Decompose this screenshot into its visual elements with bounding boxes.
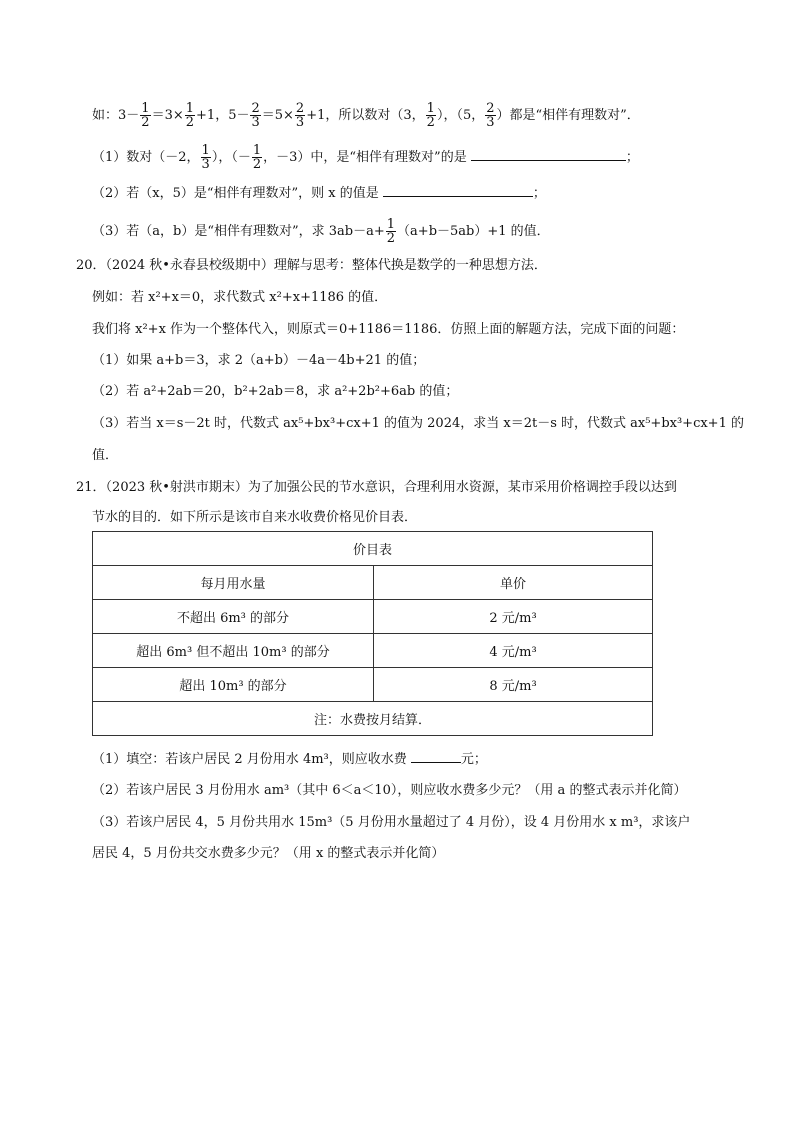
- price-cell: 8 元/m³: [374, 668, 653, 702]
- fraction-1-2: $\frac{1}{2}$: [185, 101, 195, 130]
- fraction-1-2: $\frac{1}{2}$: [386, 217, 396, 246]
- q19-part3: [92, 218, 550, 245]
- fraction-1-2: $\frac{1}{2}$: [426, 101, 435, 130]
- price-table-title: 价目表: [93, 532, 653, 566]
- q19-part3-text-a: （3）若（a，b）是“相伴有理数对”，求 3ab－a+: [92, 224, 385, 239]
- fraction-2-3: $\frac{2}{3}$: [295, 101, 305, 130]
- q21-part1-text: （1）填空：若该户居民 2 月份用水 4m³，则应收水费: [92, 752, 407, 767]
- fraction-1-2: $\frac{1}{2}$: [141, 101, 150, 130]
- fraction-2-3: $\frac{2}{3}$: [486, 101, 495, 130]
- q20-part2: （2）若 a²+2ab＝20，b²+2ab＝8，求 a²+2b²+6ab 的值；: [92, 384, 459, 399]
- q19-part1: [92, 144, 639, 171]
- table-row: [93, 634, 653, 668]
- usage-cell: 超出 10m³ 的部分: [93, 668, 374, 702]
- price-table-title-row: [93, 532, 653, 566]
- usage-cell: 超出 6m³ 但不超出 10m³ 的部分: [93, 634, 374, 668]
- fraction-1-2: $\frac{1}{2}$: [252, 143, 262, 172]
- price-table-note: 注：水费按月结算．: [93, 702, 653, 736]
- q20-header: 20．（2024 秋•永春县校级期中）理解与思考：整体代换是数学的一种思想方法．: [76, 258, 547, 273]
- q19-example-mid1: ，所以数对（3，: [325, 108, 425, 123]
- q19-part2-end: ；: [532, 186, 546, 201]
- table-row: [93, 600, 653, 634]
- q21-part3-line1: （3）若该户居民 4，5 月份共用水 15m³（5 月份用水量超过了 4 月份），设 4 月份用水 x m³，求该户: [92, 815, 691, 830]
- q19-part3-text-b: （a+b－5ab）+1 的值．: [397, 224, 550, 239]
- q20-part1: （1）如果 a+b＝3，求 2（a+b）－4a－4b+21 的值；: [92, 353, 426, 368]
- price-cell: 4 元/m³: [374, 634, 653, 668]
- table-row: [93, 668, 653, 702]
- fraction-2-3: $\frac{2}{3}$: [251, 101, 260, 130]
- q19-part2-label: （2）若（x，5）是“相伴有理数对”，则 x 的值是: [92, 186, 379, 201]
- usage-cell: 不超出 6m³ 的部分: [93, 600, 374, 634]
- q19-part1-mid2: ，－3）中，是“相伴有理数对”的是: [263, 150, 467, 165]
- q19-example-line: 如：3－ $\frac{1}{2}$ ＝3× $\frac{1}{2}$ +1，5－ $\frac{2}{3}$ ＝5× $\frac{2}{3}$ +1，所以数对（3， $\frac{1}{2}$ ），（5， $\frac{2}{3}$ ）都是“相伴有理数对”．: [92, 101, 640, 130]
- q20-example: 例如：若 x²+x＝0，求代数式 x²+x+1186 的值．: [92, 290, 388, 305]
- q19-example-prefix: 如：: [92, 108, 119, 123]
- price-table-col-price: 单价: [374, 566, 653, 600]
- price-table-note-row: [93, 702, 653, 736]
- q19-part1-end: ；: [625, 150, 639, 165]
- q19-part1-mid: ），（－: [211, 150, 251, 165]
- answer-blank[interactable]: [383, 184, 533, 197]
- q19-part1-label: （1）数对（－2，: [92, 150, 200, 165]
- q20-part3-line2: 值．: [92, 448, 119, 463]
- q20-method: 我们将 x²+x 作为一个整体代入，则原式＝0+1186＝1186．仿照上面的解题方法，完成下面的问题：: [92, 322, 685, 337]
- price-table: [92, 531, 653, 736]
- q19-example-tail: ）都是“相伴有理数对”．: [496, 108, 640, 123]
- price-table-header-row: [93, 566, 653, 600]
- q21-header-line1: 21．（2023 秋•射洪市期末）为了加强公民的节水意识，合理利用水资源，某市采用价格调控手段以达到: [76, 480, 677, 495]
- price-cell: 2 元/m³: [374, 600, 653, 634]
- q21-header-line2: 节水的目的．如下所示是该市自来水收费价格见价目表．: [92, 510, 418, 525]
- q20-part3-line1: （3）若当 x＝s－2t 时，代数式 ax⁵+bx³+cx+1 的值为 2024，求当 x＝2t－s 时，代数式 ax⁵+bx³+cx+1 的: [92, 416, 744, 431]
- q21-part2: （2）若该户居民 3 月份用水 am³（其中 6＜a＜10），则应收水费多少元？（用 a 的整式表示并化简）: [92, 783, 687, 798]
- answer-blank[interactable]: [471, 148, 626, 161]
- q21-part1-unit: 元；: [460, 752, 487, 767]
- fraction-1-3: $\frac{1}{3}$: [201, 143, 210, 172]
- q19-example-mid2: ），（5，: [436, 108, 485, 123]
- answer-blank[interactable]: [411, 750, 461, 763]
- q21-part1: [92, 750, 487, 770]
- price-table-col-usage: 每月用水量: [93, 566, 374, 600]
- q21-part3-line2: 居民 4，5 月份共交水费多少元？（用 x 的整式表示并化简）: [92, 846, 445, 861]
- q19-part2: [92, 184, 546, 204]
